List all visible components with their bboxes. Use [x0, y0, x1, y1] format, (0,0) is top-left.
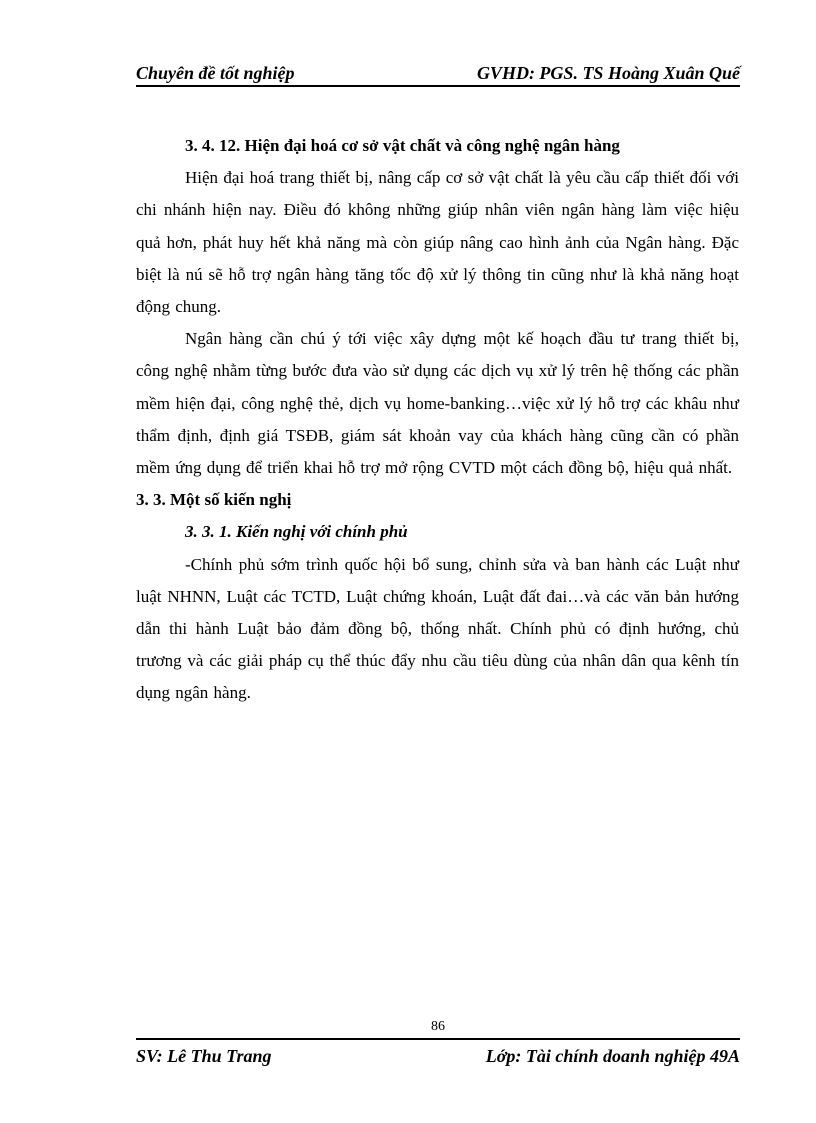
page-header — [136, 60, 740, 87]
paragraph: Hiện đại hoá trang thiết bị, nâng cấp cơ sở vật chất là yêu cầu cấp thiết đối với chi nhánh hiện nay. Điều đó không những giúp nhân viên ngân hàng làm việc hiệu quả hơn, phát huy hết khả năng mà còn giúp nâng cao hình ảnh của Ngân hàng. Đặc biệt là nú sẽ hỗ trợ ngân hàng tăng tốc độ xử lý thông tin cũng như là khả năng hoạt động chung. — [136, 168, 739, 317]
footer-class: Lớp: Tài chính doanh nghiệp 49A — [485, 1046, 740, 1066]
page-footer — [136, 1018, 740, 1068]
document-body — [136, 130, 739, 710]
page-number: 86 — [431, 1019, 445, 1034]
section-heading-3-3-1: 3. 3. 1. Kiến nghị với chính phủ — [185, 522, 408, 542]
footer-divider — [136, 1038, 740, 1040]
header-title: Chuyên đề tốt nghiệp — [136, 63, 295, 83]
paragraph: Ngân hàng cần chú ý tới việc xây dựng một kế hoạch đầu tư trang thiết bị, công nghệ nhằm từng bước đưa vào sử dụng các dịch vụ xử lý trên hệ thống các phần mềm hiện đại, công nghệ thẻ, dịch vụ home-banking…việc xử lý hỗ trợ các khâu như thẩm định, định giá TSĐB, giám sát khoản vay của khách hàng cũng cần có phần mềm ứng dụng để triển khai hỗ trợ mở rộng CVTD một cách đồng bộ, hiệu quả nhất. — [136, 329, 739, 478]
footer-student: SV: Lê Thu Trang — [136, 1046, 272, 1066]
header-advisor: GVHD: PGS. TS Hoàng Xuân Quế — [476, 63, 740, 83]
paragraph: -Chính phủ sớm trình quốc hội bổ sung, chỉnh sửa và ban hành các Luật như luật NHNN, Luật các TCTD, Luật chứng khoán, Luật đất đai…và các văn bản hướng dẫn thi hành Luật bảo đảm đồng bộ, thống nhất. Chính phủ có định hướng, chủ trương và các giải pháp cụ thể thúc đẩy nhu cầu tiêu dùng của nhân dân qua kênh tín dụng ngân hàng. — [136, 554, 739, 703]
section-heading-3-3: 3. 3. Một số kiến nghị — [136, 490, 292, 510]
section-heading-3-4-12: 3. 4. 12. Hiện đại hoá cơ sở vật chất và công nghệ ngân hàng — [185, 136, 620, 155]
